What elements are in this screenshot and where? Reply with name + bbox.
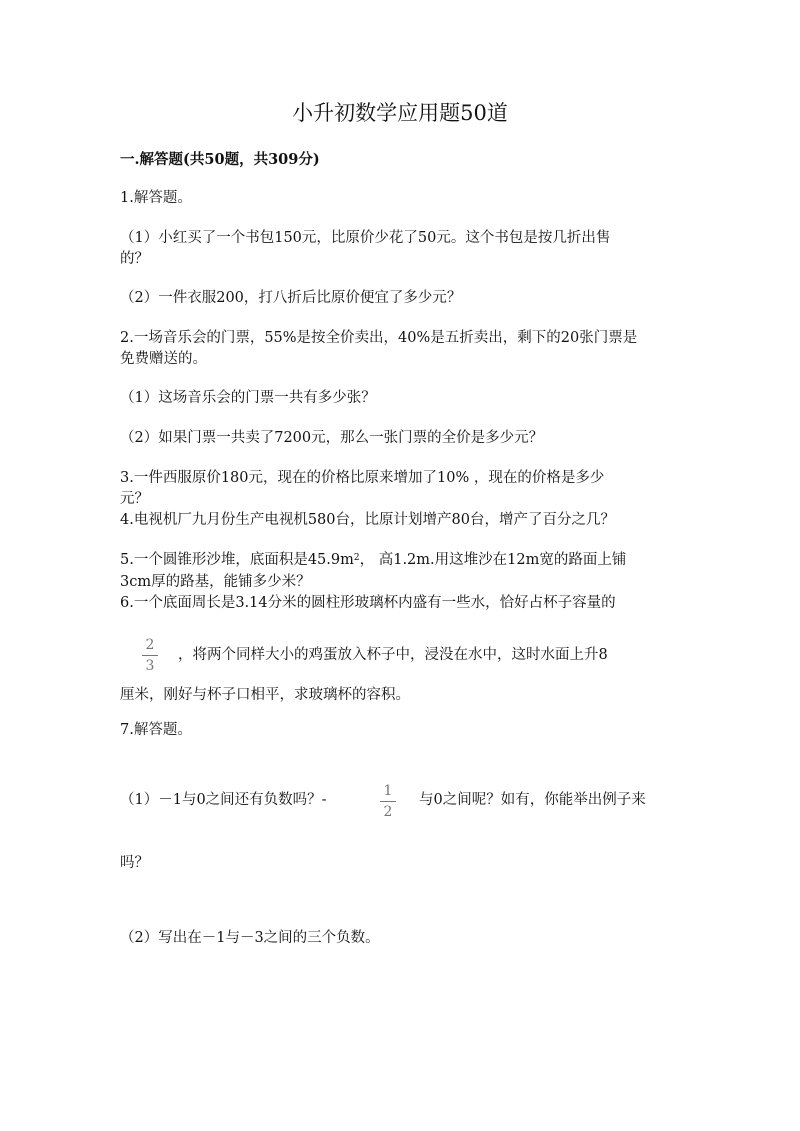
- q5-line1-rest: ， 高1.2m.用这堆沙在12m宽的路面上铺: [359, 552, 627, 568]
- q7-sub1-part-c: 吗？: [120, 855, 149, 871]
- q2-sub1: （1）这场音乐会的门票一共有多少张？: [120, 390, 376, 406]
- q1-sub2: （2）一件衣服200，打八折后比原价便宜了多少元？: [120, 290, 462, 306]
- q2-line1: 2.一场音乐会的门票，55%是按全价卖出，40%是五折卖出，剩下的20张门票是: [120, 330, 638, 346]
- q5-line1: [120, 550, 626, 570]
- q7-sub1-part-b: 与0之间呢？如有，你能举出例子来: [419, 792, 646, 808]
- q7-sub2: （2）写出在－1与－3之间的三个负数。: [120, 930, 380, 946]
- q7-fraction: [379, 783, 397, 820]
- q6-line2: ，将两个同样大小的鸡蛋放入杯子中，浸没在水中，这时水面上升8: [178, 647, 608, 663]
- q1-heading: 1.解答题。: [120, 190, 192, 206]
- q2-line2: 免费赠送的。: [120, 351, 207, 367]
- q6-fraction-denominator: 3: [145, 658, 155, 674]
- q6-line1: 6.一个底面周长是3.14分米的圆柱形玻璃杯内盛有一些水，恰好占杯子容量的: [120, 595, 616, 611]
- q5-line2: 3cm厚的路基，能铺多少米？: [120, 574, 311, 590]
- q1-sub1-line1: （1）小红买了一个书包150元，比原价少花了50元。这个书包是按几折出售: [120, 230, 611, 246]
- q7-heading: 7.解答题。: [120, 722, 192, 738]
- q2-sub2: （2）如果门票一共卖了7200元，那么一张门票的全价是多少元？: [120, 430, 544, 446]
- q7-sub1-part-a: （1）－1与0之间还有负数吗？-: [120, 792, 327, 808]
- fraction-bar: [142, 655, 158, 656]
- q4-line1: 4.电视机厂九月份生产电视机580台，比原计划增产80台，增产了百分之几？: [120, 512, 615, 528]
- q3-line2: 元？: [120, 491, 149, 507]
- q7-fraction-numerator: 1: [383, 783, 393, 799]
- q6-fraction: [141, 637, 159, 674]
- q1-sub1-line2: 的？: [120, 251, 149, 267]
- q5-superscript: 2: [353, 553, 360, 563]
- q3-line1: 3.一件西服原价180元，现在的价格比原来增加了10% ，现在的价格是多少: [120, 470, 605, 486]
- fraction-bar: [380, 801, 396, 802]
- q6-fraction-numerator: 2: [145, 637, 155, 653]
- section-heading: 一.解答题(共50题，共309分): [120, 151, 320, 168]
- q5-line1-text: 5.一个圆锥形沙堆，底面积是45.9m: [120, 552, 354, 568]
- q7-fraction-denominator: 2: [383, 804, 393, 820]
- page-title: 小升初数学应用题50道: [292, 101, 508, 125]
- q6-line3: 厘米，刚好与杯子口相平，求玻璃杯的容积。: [120, 687, 410, 703]
